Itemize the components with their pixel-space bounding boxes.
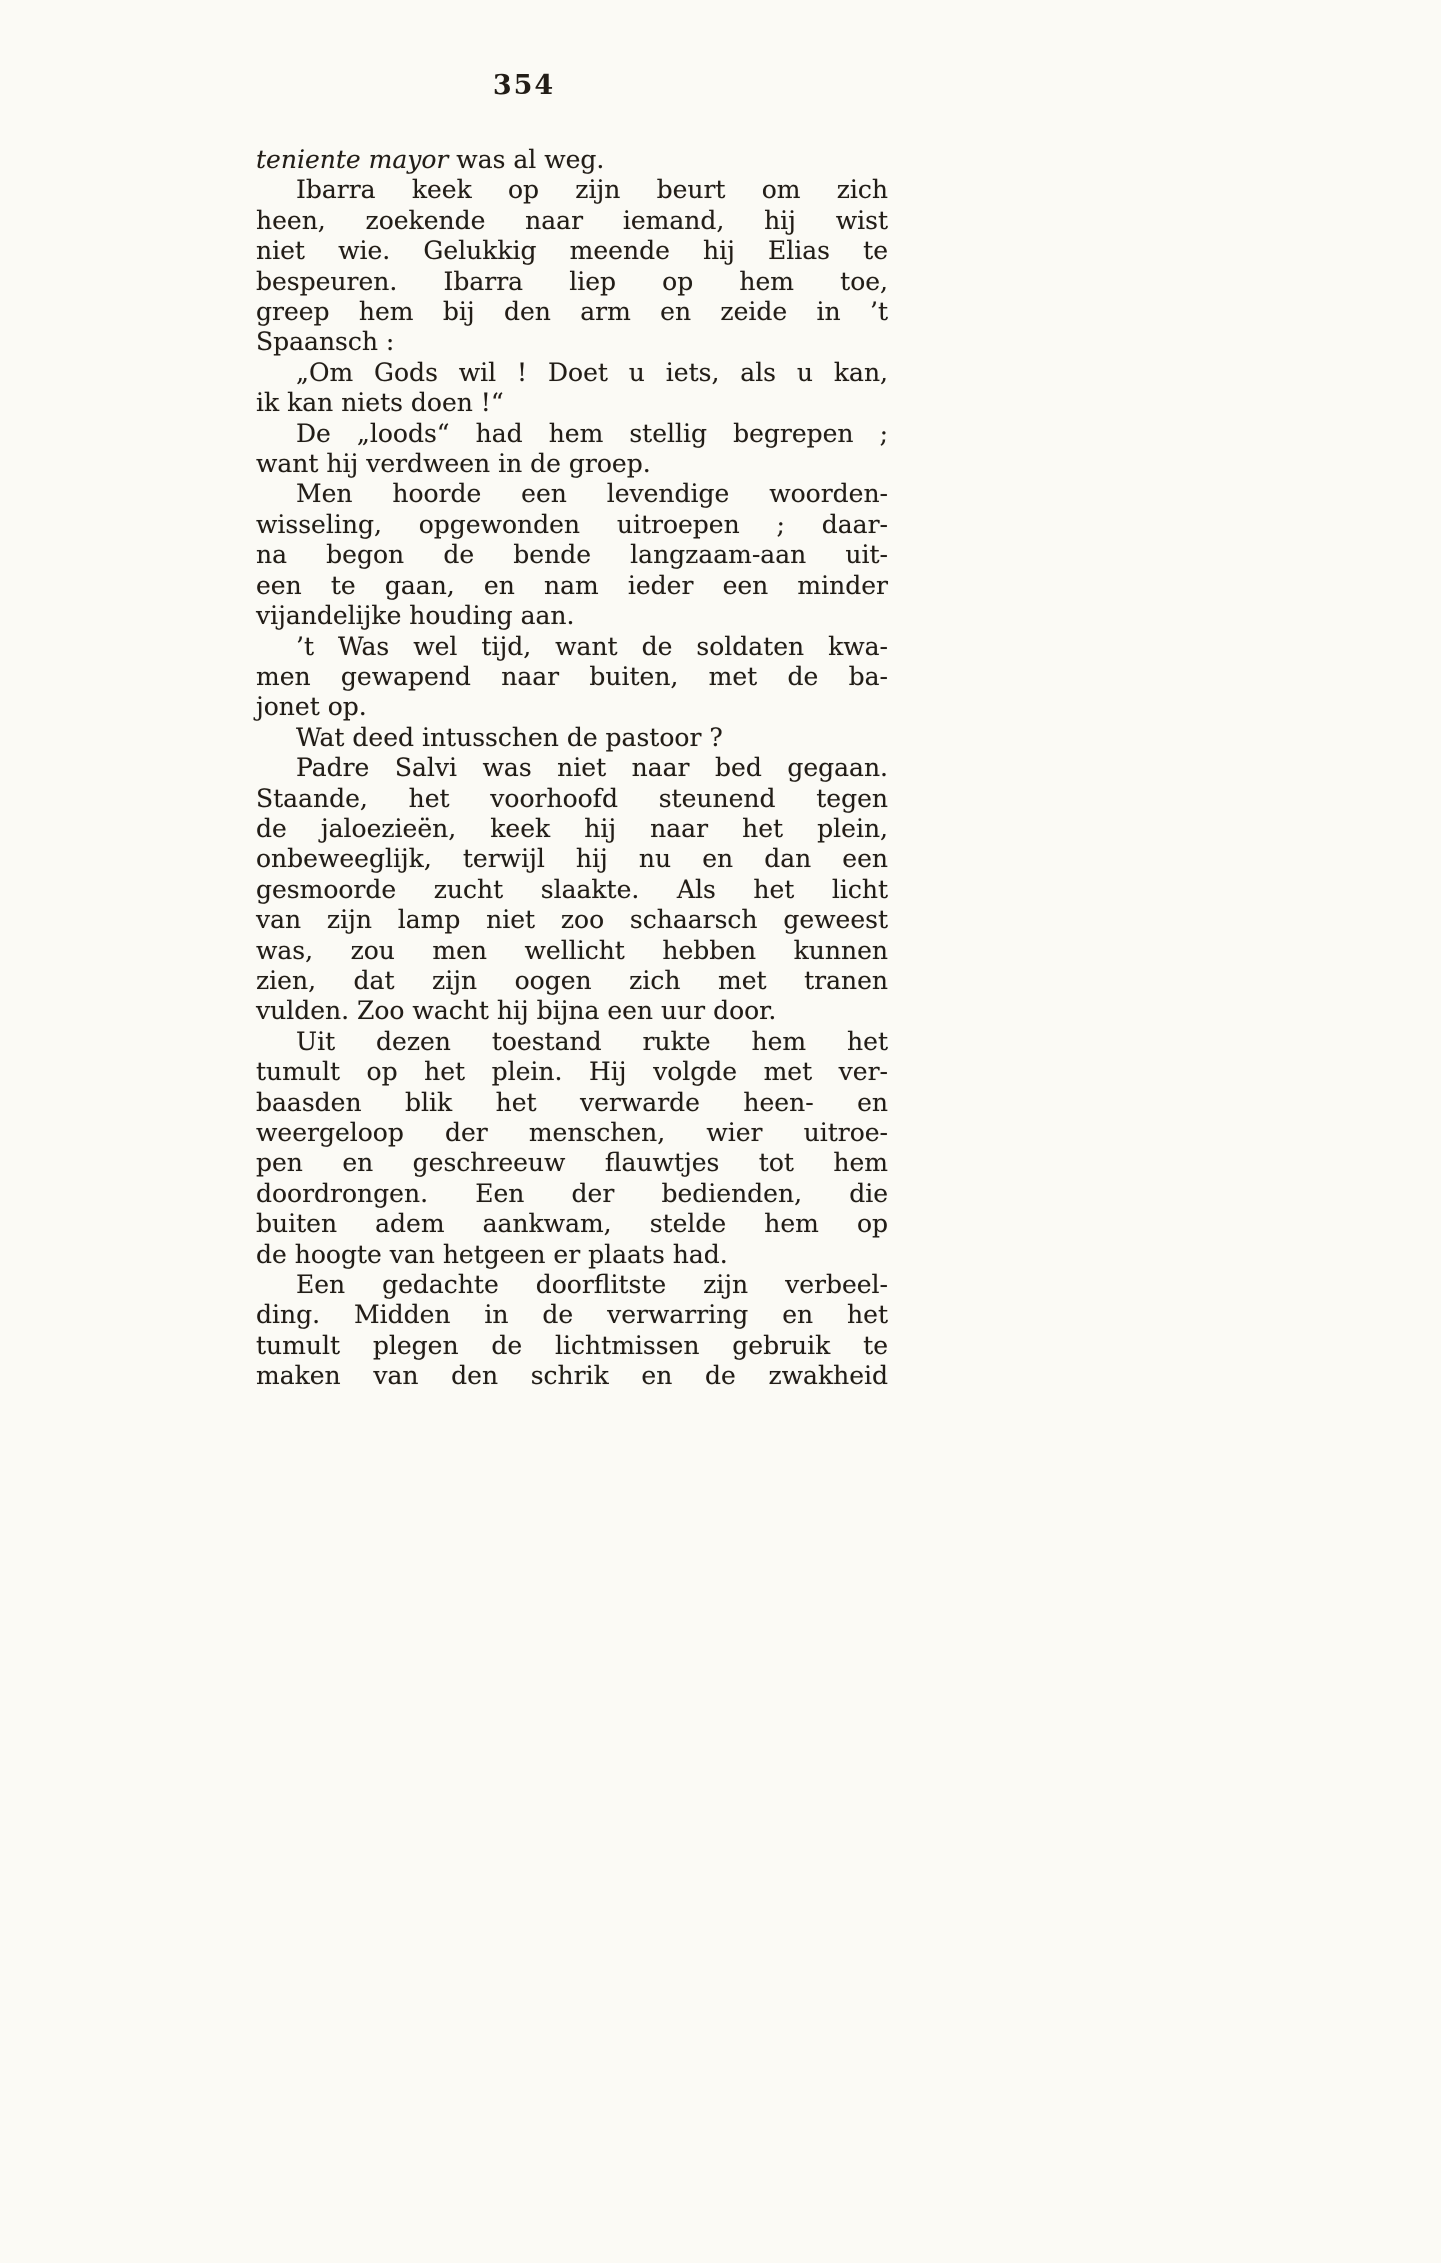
text-line: Staande, het voorhoofd steunend tegen (256, 783, 888, 813)
text-line: wisseling, opgewonden uitroepen ; daar- (256, 509, 888, 539)
text-line: ding. Midden in de verwarring en het (256, 1300, 888, 1330)
text-line: niet wie. Gelukkig meende hij Elias te (256, 236, 888, 266)
text-line: tumult op het plein. Hij volgde met ver- (256, 1057, 888, 1087)
paragraph (256, 753, 888, 1027)
text-line: „Om Gods wil ! Doet u iets, als u kan, (296, 357, 888, 387)
text-line: Spaansch : (256, 327, 395, 357)
text-column (256, 70, 888, 1392)
text-line: maken van den schrik en de zwakheid (256, 1361, 888, 1391)
text-line: vulden. Zoo wacht hij bijna een uur door. (256, 996, 777, 1026)
text-line: gesmoorde zucht slaakte. Als het licht (256, 874, 888, 904)
text-line: tumult plegen de lichtmissen gebruik te (256, 1330, 888, 1360)
paragraph (256, 1270, 888, 1392)
paragraph (256, 723, 888, 753)
paragraph (256, 1027, 888, 1270)
text-line: Wat deed intusschen de pastoor ? (296, 722, 723, 752)
text-line: De „loods“ had hem stellig begrepen ; (296, 418, 888, 448)
text-line: onbeweeglijk, terwijl hij nu en dan een (256, 844, 888, 874)
text-line: teniente mayor was al weg. (256, 145, 605, 174)
text-line: greep hem bij den arm en zeide in ’t (256, 297, 888, 327)
text-line: want hij verdween in de groep. (256, 449, 651, 479)
paragraph (256, 145, 888, 175)
text-line: Padre Salvi was niet naar bed gegaan. (296, 753, 888, 783)
paragraph (256, 175, 888, 357)
text-line: na begon de bende langzaam-aan uit- (256, 540, 888, 570)
paragraph (256, 419, 888, 480)
text-line: buiten adem aankwam, stelde hem op (256, 1209, 888, 1239)
text-line: bespeuren. Ibarra liep op hem toe, (256, 266, 888, 296)
paragraph (256, 358, 888, 419)
text-line: de jaloezieën, keek hij naar het plein, (256, 813, 888, 843)
text-line: ik kan niets doen !“ (256, 388, 504, 418)
text-line: was, zou men wellicht hebben kunnen (256, 935, 888, 965)
paragraph (256, 479, 888, 631)
text-line: doordrongen. Een der bedienden, die (256, 1178, 888, 1208)
text-line: Uit dezen toestand rukte hem het (296, 1026, 888, 1056)
text-line: men gewapend naar buiten, met de ba- (256, 661, 888, 691)
text-line: jonet op. (256, 692, 367, 722)
text-line: Men hoorde een levendige woorden- (296, 479, 888, 509)
text-line: een te gaan, en nam ieder een minder (256, 570, 888, 600)
page-number: 354 (492, 70, 556, 101)
page-text (256, 145, 888, 1392)
italic-phrase: teniente mayor (256, 145, 449, 174)
paragraph (256, 632, 888, 723)
text-line: heen, zoekende naar iemand, hij wist (256, 205, 888, 235)
text-line: van zijn lamp niet zoo schaarsch geweest (256, 905, 888, 935)
text-line: weergeloop der menschen, wier uitroe- (256, 1118, 888, 1147)
text-line: ’t Was wel tijd, want de soldaten kwa- (296, 631, 888, 661)
text-line: de hoogte van hetgeen er plaats had. (256, 1239, 728, 1269)
text-line: vijandelijke houding aan. (256, 601, 575, 631)
text-line: zien, dat zijn oogen zich met tranen (256, 965, 888, 995)
text-line: Een gedachte doorflitste zijn verbeel- (296, 1270, 888, 1300)
text-line: baasden blik het verwarde heen- en (256, 1087, 888, 1117)
text-line: Ibarra keek op zijn beurt om zich (296, 175, 888, 205)
text-line: pen en geschreeuw flauwtjes tot hem (256, 1148, 888, 1178)
